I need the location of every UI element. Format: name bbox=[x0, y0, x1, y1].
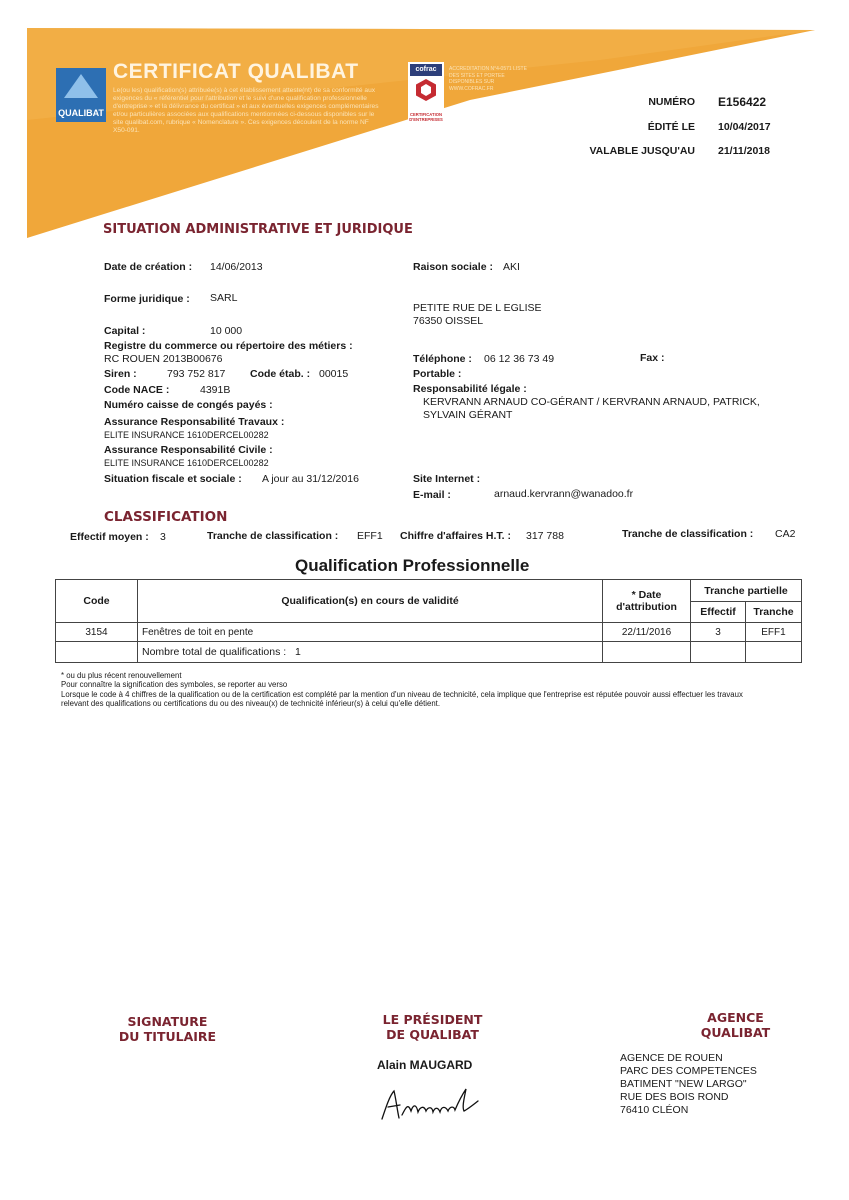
agence-line2: QUALIBAT bbox=[700, 1025, 771, 1040]
signature-titulaire-line1: SIGNATURE bbox=[127, 1014, 208, 1029]
raison-sociale-label: Raison sociale : bbox=[413, 261, 493, 273]
responsabilite-label: Responsabilité légale : bbox=[413, 383, 527, 395]
numero-label: NUMÉRO bbox=[648, 96, 695, 108]
column-header-effectif: Effectif bbox=[691, 602, 746, 623]
total-empty-cell bbox=[56, 642, 138, 663]
president-line1: LE PRÉSIDENT bbox=[382, 1012, 483, 1027]
agence-address-line: AGENCE DE ROUEN bbox=[620, 1052, 723, 1064]
total-empty-cell bbox=[603, 642, 691, 663]
cell-tranche: EFF1 bbox=[746, 623, 802, 642]
column-header-qualification: Qualification(s) en cours de validité bbox=[138, 580, 603, 623]
tranche-effectif-value: EFF1 bbox=[357, 530, 383, 542]
registre-value: RC ROUEN 2013B00676 bbox=[104, 353, 223, 365]
cofrac-logo bbox=[408, 62, 444, 124]
tranche-ca-value: CA2 bbox=[775, 528, 796, 540]
total-cell bbox=[138, 642, 603, 663]
situation-title: SITUATION ADMINISTRATIVE ET JURIDIQUE bbox=[103, 222, 413, 237]
capital-value: 10 000 bbox=[210, 325, 243, 337]
situation-fiscale-label: Situation fiscale et sociale : bbox=[104, 473, 242, 485]
responsabilite-line2: SYLVAIN GÉRANT bbox=[423, 409, 513, 421]
chiffre-affaires-label: Chiffre d'affaires H.T. : bbox=[400, 530, 512, 542]
tranche-ca-label: Tranche de classification : bbox=[622, 528, 754, 540]
table-row bbox=[56, 623, 802, 642]
accreditation-text: ACCREDITATION N°4-0571 LISTE DES SITES ET PORTEE DISPONIBLES SUR WWW.COFRAC.FR bbox=[449, 66, 527, 92]
caisse-conges-label: Numéro caisse de congés payés : bbox=[104, 399, 273, 411]
agence-line1: AGENCE bbox=[707, 1010, 764, 1025]
column-header-date: * Date d'attribution bbox=[603, 580, 691, 623]
email-value[interactable]: arnaud.kervrann@wanadoo.fr bbox=[494, 488, 634, 500]
registre-label: Registre du commerce ou répertoire des métiers : bbox=[104, 340, 353, 352]
assurance-travaux-value: ELITE INSURANCE 1610DERCEL00282 bbox=[104, 430, 269, 440]
classification-title: CLASSIFICATION bbox=[104, 509, 228, 525]
note-technicite-1: Lorsque le code à 4 chiffres de la qualification ou de la certification est complété par la mention d'un niveau de technicité, cela implique que l'entreprise est réputée pouvoir aussi effectuer les travaux bbox=[61, 690, 743, 699]
total-qualifications-label: Nombre total de qualifications : bbox=[142, 646, 287, 658]
cell-qualification: Fenêtres de toit en pente bbox=[138, 623, 603, 642]
assurance-travaux-label: Assurance Responsabilité Travaux : bbox=[104, 416, 285, 428]
telephone-label: Téléphone : bbox=[413, 353, 472, 365]
certificate-title: CERTIFICAT QUALIBAT bbox=[113, 60, 359, 83]
siren-value: 793 752 817 bbox=[167, 368, 226, 380]
total-empty-cell bbox=[746, 642, 802, 663]
code-etab-value: 00015 bbox=[319, 368, 349, 380]
cell-code: 3154 bbox=[56, 623, 138, 642]
forme-juridique-label: Forme juridique : bbox=[104, 293, 190, 305]
agence-address-line: BATIMENT "NEW LARGO" bbox=[620, 1078, 747, 1090]
effectif-moyen-label: Effectif moyen : bbox=[70, 531, 149, 543]
qualibat-logo-text: QUALIBAT bbox=[58, 108, 104, 118]
raison-sociale-value: AKI bbox=[503, 261, 520, 273]
qualification-title: Qualification Professionnelle bbox=[295, 556, 530, 575]
agence-address bbox=[620, 1052, 757, 1117]
capital-label: Capital : bbox=[104, 325, 146, 337]
cell-date: 22/11/2016 bbox=[603, 623, 691, 642]
note-renouvellement: * ou du plus récent renouvellement bbox=[61, 671, 182, 680]
total-empty-cell bbox=[691, 642, 746, 663]
code-nace-label: Code NACE : bbox=[104, 384, 170, 396]
qualification-table bbox=[55, 579, 802, 663]
assurance-civile-label: Assurance Responsabilité Civile : bbox=[104, 444, 273, 456]
cofrac-caption: CERTIFICATION D'ENTREPRISES bbox=[409, 112, 443, 122]
agence-heading bbox=[668, 1010, 803, 1040]
certificate-intro: Le(ou les) qualification(s) attribuée(s) à cet établissement atteste(nt) de sa conformité aux exigences du « référentiel pour l'attribution et le suivi d'une qualification professionnelle d'entreprise » et la délivrance du certificat » et aux éventuelles exigences complémentaires et/ou particulières associées aux qualifications mentionnées ci-dessous disponibles sur le site qualibat.com, rubrique « Nomenclature ». Ces exigences découlent de la norme NF X50-091. bbox=[113, 87, 379, 134]
code-nace-value: 4391B bbox=[200, 384, 231, 396]
email-label: E-mail : bbox=[413, 489, 451, 501]
site-internet-label: Site Internet : bbox=[413, 473, 481, 485]
portable-label: Portable : bbox=[413, 368, 462, 380]
forme-juridique-value: SARL bbox=[210, 292, 238, 304]
president-signature bbox=[378, 1085, 488, 1125]
effectif-moyen-value: 3 bbox=[160, 531, 166, 543]
total-row bbox=[56, 642, 802, 663]
column-header-code: Code bbox=[56, 580, 138, 623]
qualibat-logo-icon bbox=[64, 74, 98, 98]
president-heading bbox=[365, 1012, 500, 1042]
qualibat-logo bbox=[56, 68, 106, 122]
situation-fiscale-value: A jour au 31/12/2016 bbox=[262, 473, 359, 485]
siren-label: Siren : bbox=[104, 368, 137, 380]
edite-value: 10/04/2017 bbox=[718, 121, 771, 133]
assurance-civile-value: ELITE INSURANCE 1610DERCEL00282 bbox=[104, 458, 269, 468]
date-creation-label: Date de création : bbox=[104, 261, 193, 273]
tranche-effectif-label: Tranche de classification : bbox=[207, 530, 339, 542]
agence-address-line: RUE DES BOIS ROND bbox=[620, 1091, 729, 1103]
agence-address-line: PARC DES COMPETENCES bbox=[620, 1065, 757, 1077]
fax-label: Fax : bbox=[640, 352, 665, 364]
agence-address-line: 76410 CLÉON bbox=[620, 1104, 689, 1116]
valable-label: VALABLE JUSQU'AU bbox=[589, 145, 695, 157]
cofrac-logo-text: cofrac bbox=[410, 64, 442, 76]
note-symboles: Pour connaître la signification des symboles, se reporter au verso bbox=[61, 680, 288, 689]
address-line2: 76350 OISSEL bbox=[413, 315, 484, 327]
code-etab-label: Code étab. : bbox=[250, 368, 311, 380]
column-header-tranche: Tranche bbox=[746, 602, 802, 623]
cell-effectif: 3 bbox=[691, 623, 746, 642]
responsabilite-line1: KERVRANN ARNAUD CO-GÉRANT / KERVRANN ARNAUD, PATRICK, bbox=[423, 396, 760, 408]
chiffre-affaires-value: 317 788 bbox=[526, 530, 564, 542]
column-header-tranche-partielle: Tranche partielle bbox=[691, 580, 802, 602]
note-technicite-2: relevant des qualifications ou certifications du ou des niveau(x) de technicité inférieur(s) à celui qu'elle détient. bbox=[61, 699, 440, 708]
telephone-value: 06 12 36 73 49 bbox=[484, 353, 555, 365]
numero-value: E156422 bbox=[718, 95, 767, 109]
address-line1: PETITE RUE DE L EGLISE bbox=[413, 302, 542, 314]
signature-titulaire-heading bbox=[100, 1014, 235, 1044]
date-creation-value: 14/06/2013 bbox=[210, 261, 263, 273]
president-line2: DE QUALIBAT bbox=[386, 1027, 479, 1042]
valable-value: 21/11/2018 bbox=[718, 145, 770, 157]
edite-label: ÉDITÉ LE bbox=[647, 121, 695, 133]
president-name: Alain MAUGARD bbox=[377, 1058, 473, 1072]
total-qualifications-value: 1 bbox=[294, 646, 301, 658]
signature-titulaire-line2: DU TITULAIRE bbox=[118, 1029, 217, 1044]
